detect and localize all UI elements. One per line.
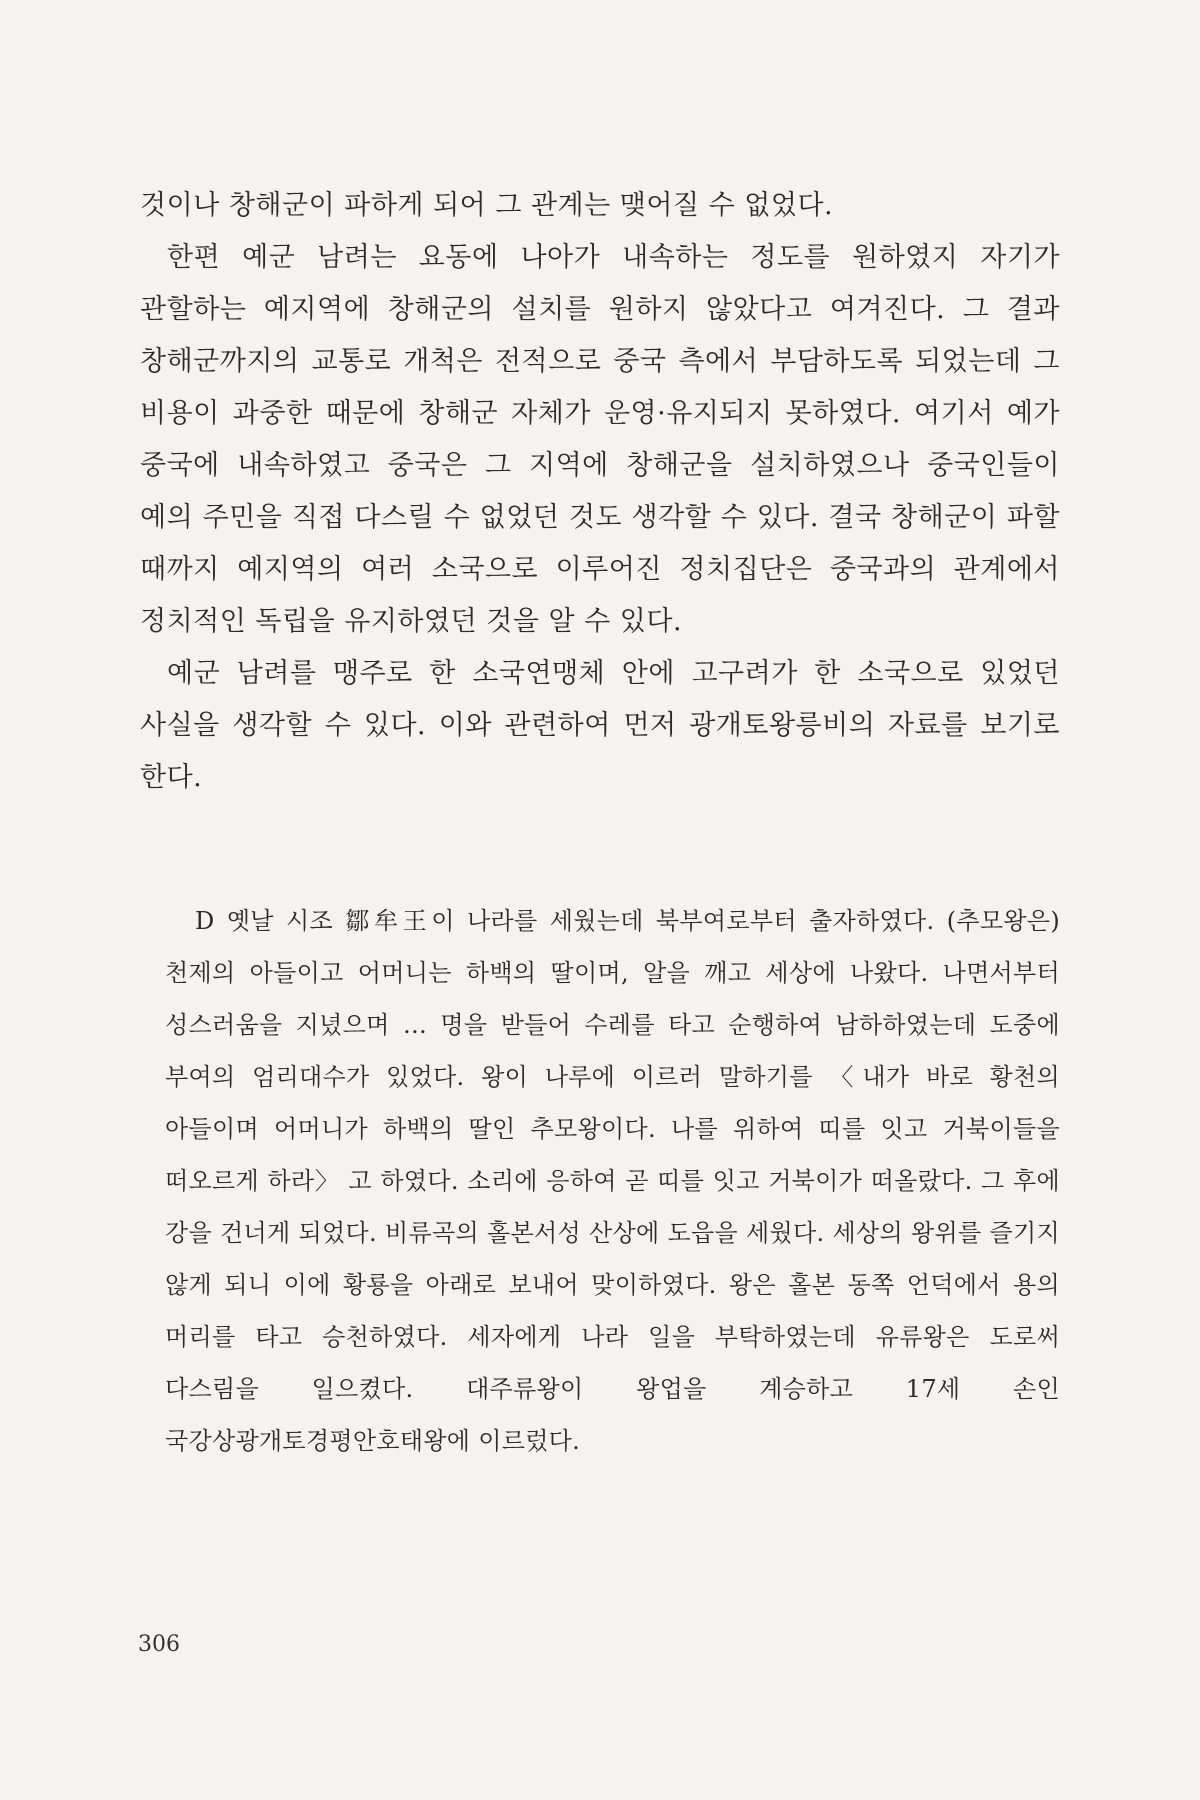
body-text [140, 180, 1060, 804]
quote-text: D 옛날 시조 鄒牟王이 나라를 세웠는데 북부여로부터 출자하였다. (추모왕은) 천제의 아들이고 어머니는 하백의 딸이며, 알을 깨고 세상에 나왔다. 나면서부터 성스러움을 지녔으며 … 명을 받들어 수레를 타고 순행하여 남하하였는데 도중에 부여의 엄리대수가 있었다. 왕이 나루에 이르러 말하기를 〈내가 바로 황천의 아들이며 어머니가 하백의 딸인 추모왕이다. 나를 위하여 띠를 잇고 거북이들을 떠오르게 하라〉 고 하였다. 소리에 응하여 곧 띠를 잇고 거북이가 떠올랐다. 그 후에 강을 건너게 되었다. 비류곡의 홀본서성 산상에 도읍을 세웠다. 세상의 왕위를 즐기지 않게 되니 이에 황룡을 아래로 보내어 맞이하였다. 왕은 홀본 동쪽 언덕에서 용의 머리를 타고 승천하였다. 세자에게 나라 일을 부탁하였는데 유류왕은 도로써 다스림을 일으켰다. 대주류왕이 왕업을 계승하고 17세 손인 국강상광개토경평안호태왕에 이르렀다. [165, 907, 1060, 1455]
paragraph-goguryeo: 예군 남려를 맹주로 한 소국연맹체 안에 고구려가 한 소국으로 있었던 사실을 생각할 수 있다. 이와 관련하여 먼저 광개토왕릉비의 자료를 보기로 한다. [140, 658, 1060, 793]
quoted-source-d [165, 895, 1060, 1467]
paragraph-yegun: 한편 예군 남려는 요동에 나아가 내속하는 정도를 원하였지 자기가 관할하는 예지역에 창해군의 설치를 원하지 않았다고 여겨진다. 그 결과 창해군까지의 교통로 개척은 전적으로 중국 측에서 부담하도록 되었는데 그 비용이 과중한 때문에 창해군 자체가 운영·유지되지 못하였다. 여기서 예가 중국에 내속하였고 중국은 그 지역에 창해군을 설치하였으나 중국인들이 예의 주민을 직접 다스릴 수 없었던 것도 생각할 수 있다. 결국 창해군이 파할 때까지 예지역의 여러 소국으로 이루어진 정치집단은 중국과의 관계에서 정치적인 독립을 유지하였던 것을 알 수 있다. [140, 242, 1060, 637]
paragraph-continuation: 것이나 창해군이 파하게 되어 그 관계는 맺어질 수 없었다. [140, 190, 834, 221]
page-number: 306 [138, 1632, 180, 1657]
